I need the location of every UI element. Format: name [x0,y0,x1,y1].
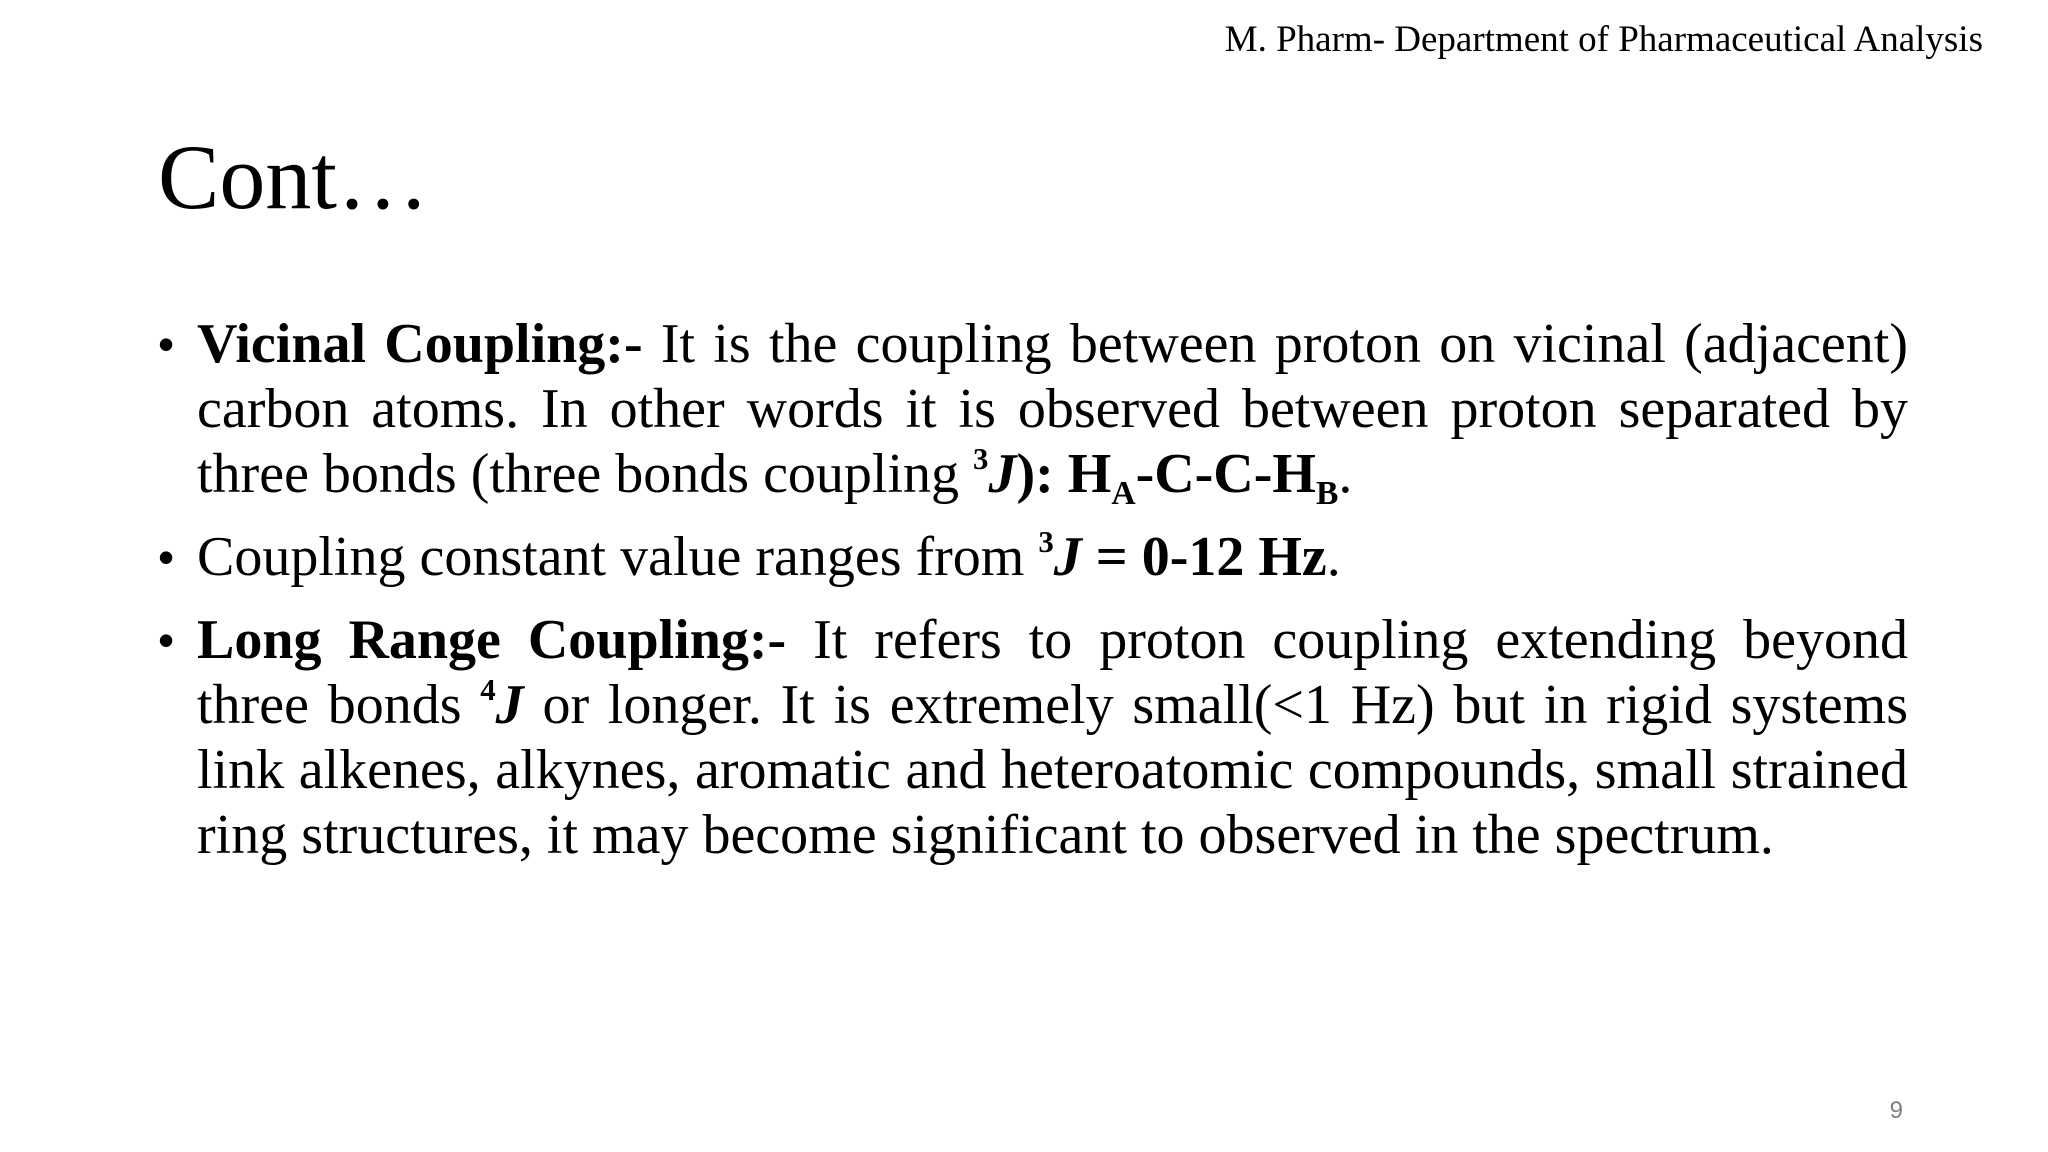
superscript: 3 [973,441,989,476]
bullet-text: It refers to proton coupling extending beyond three bonds [197,609,1909,736]
bullet-marker: • [158,614,175,666]
bullet-marker: • [158,318,175,370]
slide-title: Cont… [158,126,429,228]
subscript: B [1315,474,1339,512]
bullet-text: ): H [1016,443,1112,505]
bullet-marker: • [158,531,175,583]
bullet-text: -C-C-H [1135,443,1316,505]
coupling-value: = 0-12 Hz [1081,526,1327,588]
bullet-list [158,312,1908,886]
bullet-text: . [1326,526,1341,588]
bullet-text: Coupling constant value ranges from [197,526,1039,588]
term-long-range-coupling: Long Range Coupling:- [197,609,787,671]
bullet-text: It is the coupling between proton on vicinal (adjacent) carbon atoms. In other words it is observed between proton separated by three bonds (three bonds coupling [197,313,1908,505]
term-vicinal-coupling: Vicinal Coupling:- [197,313,643,375]
page-number: 9 [1889,1097,1903,1124]
bullet-text: or longer. It is extremely small(<1 Hz) but in rigid systems link alkenes, alkynes, aromatic and heteroatomic compounds, small strained ring structures, it may become significant to observed in the spectrum. [197,674,1908,866]
superscript: 3 [1038,524,1054,559]
bullet-text: . [1338,443,1353,505]
coupling-symbol: J [495,674,524,736]
coupling-symbol: J [988,443,1017,505]
bullet-long-range-coupling [158,608,1908,868]
superscript: 4 [480,672,496,707]
slide-header: M. Pharm- Department of Pharmaceutical Analysis [1224,19,1983,60]
coupling-symbol: J [1053,526,1082,588]
bullet-vicinal-coupling [158,312,1908,512]
subscript: A [1111,474,1136,512]
bullet-coupling-constant [158,525,1908,590]
